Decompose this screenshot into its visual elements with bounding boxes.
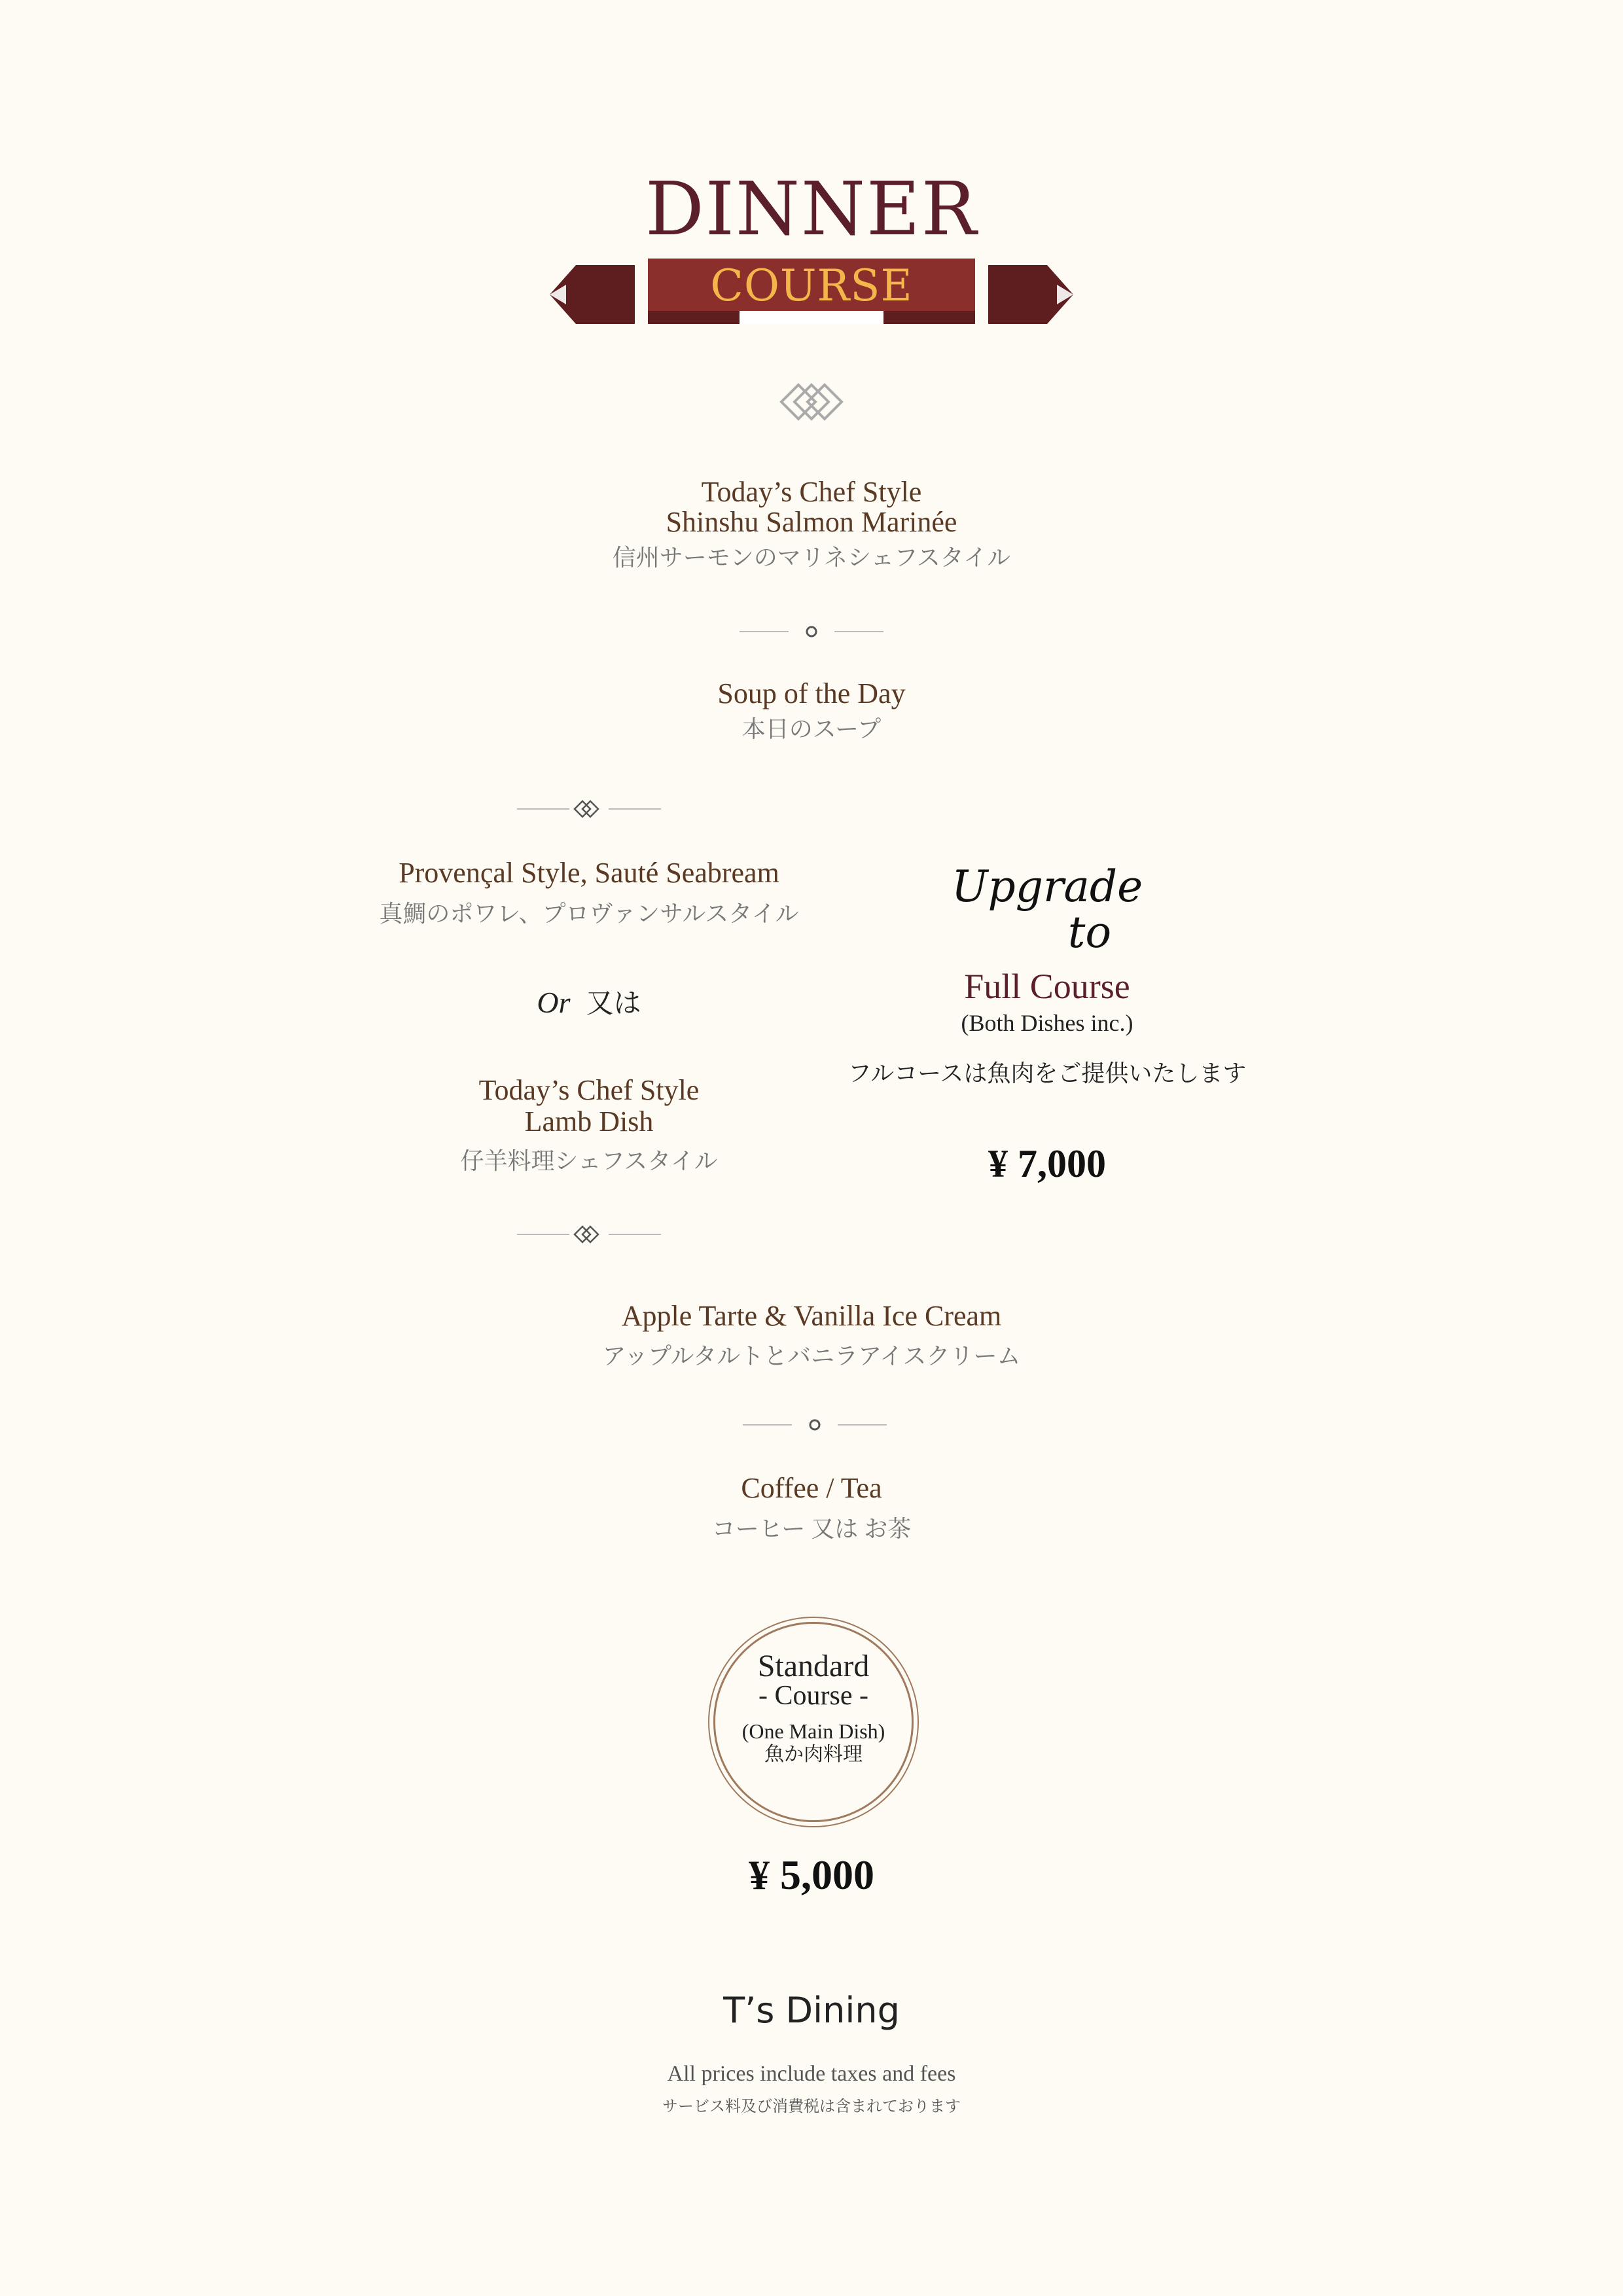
upgrade-script [903, 861, 1191, 958]
standard-course-price: ¥ 5,000 [749, 1852, 874, 1898]
starter-name-line2: Shinshu Salmon Marinée [666, 506, 957, 538]
diamond-divider-icon [517, 1223, 661, 1246]
main-fish-name-ja: 真鯛のポワレ、プロヴァンサルスタイル [379, 901, 799, 927]
standard-course-title: Standard [757, 1649, 870, 1683]
dessert-name: Apple Tarte & Vanilla Ice Cream [621, 1300, 1002, 1332]
diamond-ornament-icon [772, 381, 851, 423]
or-text: Or [537, 986, 571, 1019]
full-course-note: (Both Dishes inc.) [961, 1010, 1133, 1036]
circle-divider [740, 622, 883, 641]
drink-name: Coffee / Tea [741, 1472, 882, 1504]
main-lamb-name-line2: Lamb Dish [524, 1105, 654, 1138]
starter-name-line1: Today’s Chef Style [701, 476, 922, 508]
menu-title: DINNER [645, 167, 978, 252]
dessert-name-ja: アップルタルトとバニラアイスクリーム [602, 1343, 1021, 1369]
upgrade-script-line1: Upgrade [951, 861, 1143, 912]
starter-name-ja: 信州サーモンのマリネシェフスタイル [612, 545, 1011, 571]
or-separator [458, 982, 720, 1021]
full-course-price: ¥ 7,000 [988, 1142, 1106, 1185]
standard-course-badge [713, 1622, 914, 1822]
diamond-divider-icon [517, 797, 661, 821]
menu-subtitle: COURSE [710, 260, 913, 311]
main-fish-name: Provençal Style, Sauté Seabream [399, 857, 779, 889]
standard-course-note: (One Main Dish) [741, 1719, 885, 1743]
main-lamb-name-ja: 仔羊料理シェフスタイル [460, 1148, 718, 1174]
upgrade-script-line2: to [1067, 907, 1112, 958]
or-text-ja: 又は [586, 989, 641, 1019]
standard-course-subtitle: - Course - [758, 1681, 868, 1711]
full-course-title: Full Course [964, 967, 1130, 1006]
standard-course-ja: 魚か肉料理 [764, 1744, 863, 1765]
soup-name-ja: 本日のスープ [741, 716, 882, 742]
restaurant-name: T’s Dining [723, 1990, 900, 2031]
main-lamb-name-line1: Today’s Chef Style [478, 1074, 700, 1106]
full-course-ja: フルコースは魚肉をご提供いたします [847, 1060, 1247, 1086]
soup-name: Soup of the Day [717, 677, 906, 709]
circle-divider [743, 1415, 887, 1435]
drink-name-ja: コーヒー 又は お茶 [711, 1516, 912, 1542]
tax-note-ja: サービス料及び消費税は含まれております [662, 2098, 961, 2115]
tax-note: All prices include taxes and fees [667, 2062, 956, 2086]
